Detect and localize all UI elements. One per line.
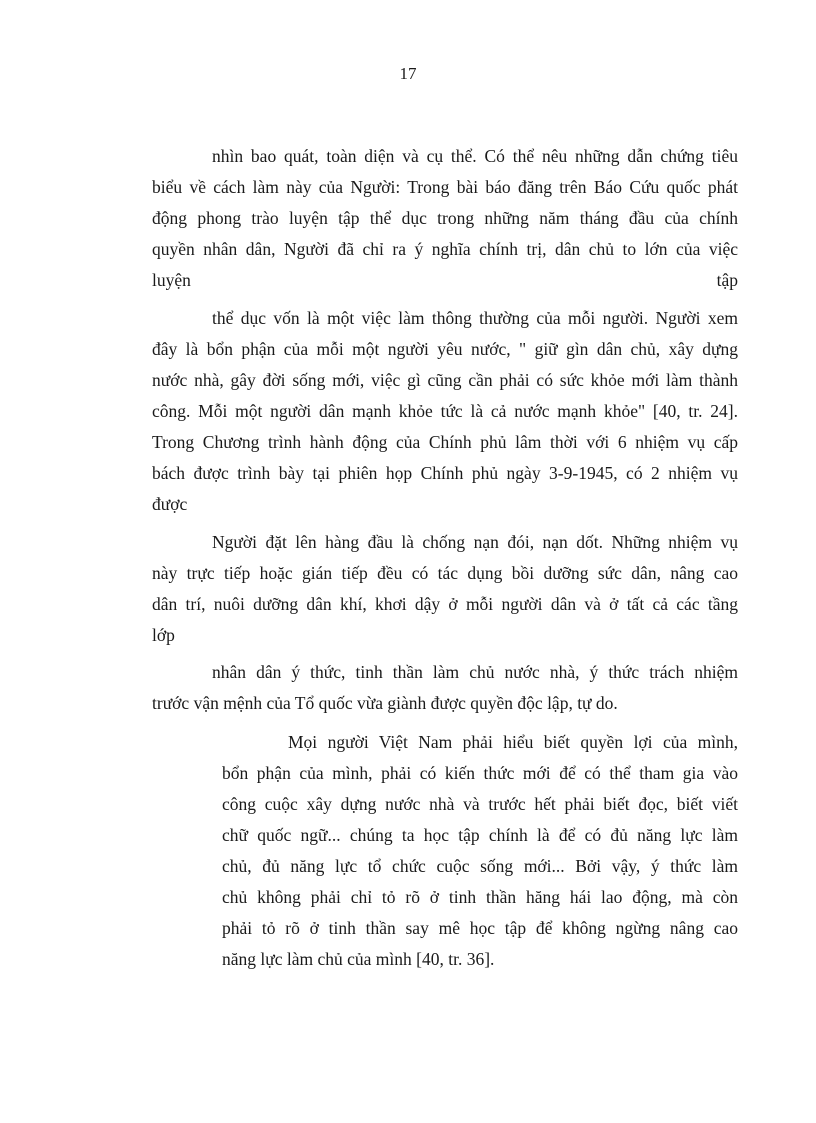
paragraph-3 [152, 527, 738, 651]
text-line: nhân dân ý thức, tinh thần làm chủ nước nhà, ý thức trách nhiệm [212, 662, 738, 682]
text-line: động phong trào luyện tập thể dục trong những năm tháng đầu của chính [152, 208, 738, 228]
text-line: đây là bổn phận của mỗi một người yêu nước, " giữ gìn dân chủ, xây dựng [152, 339, 738, 359]
quote-line: năng lực làm chủ của mình [40, tr. 36]. [222, 949, 495, 969]
paragraph-1 [152, 141, 738, 296]
text-line: nước nhà, gây đời sống mới, việc gì cũng cần phải có sức khỏe mới làm thành [152, 370, 738, 390]
paragraph-2 [152, 303, 738, 520]
text-line: nhìn bao quát, toàn diện và cụ thể. Có thể nêu những dẫn chứng tiêu [212, 146, 738, 166]
page-number: 17 [399, 64, 417, 83]
text-line: biểu về cách làm này của Người: Trong bài báo đăng trên Báo Cứu quốc phát [152, 177, 738, 197]
quote-line: chủ, đủ năng lực tổ chức cuộc sống mới... Bởi vậy, ý thức làm [222, 856, 738, 876]
text-word: luyện [152, 270, 191, 290]
text-line: quyền nhân dân, Người đã chỉ ra ý nghĩa chính trị, dân chủ to lớn của việc [152, 239, 738, 259]
text-line: thể dục vốn là một việc làm thông thường của mỗi người. Người xem [212, 308, 738, 328]
text-line: dân trí, nuôi dưỡng dân khí, khơi dậy ở mỗi người dân và ở tất cả các tầng [152, 594, 738, 614]
text-line: công. Mỗi một người dân mạnh khỏe tức là cả nước mạnh khỏe" [40, tr. 24]. [152, 401, 738, 421]
text-line: này trực tiếp hoặc gián tiếp đều có tác dụng bồi dưỡng sức dân, nâng cao [152, 563, 738, 583]
quote-line: bổn phận của mình, phải có kiến thức mới để có thể tham gia vào [222, 763, 738, 783]
text-line: lớp [152, 625, 175, 645]
quote-line: chủ không phải chỉ tỏ rõ ở tinh thần hăng hái lao động, mà còn [222, 887, 738, 907]
paragraph-4 [152, 657, 738, 719]
text-line: trước vận mệnh của Tổ quốc vừa giành được quyền độc lập, tự do. [152, 693, 618, 713]
quote-line: Mọi người Việt Nam phải hiểu biết quyền lợi của mình, [288, 732, 738, 752]
quote-line: phải tỏ rõ ở tinh thần say mê học tập để không ngừng nâng cao [222, 918, 738, 938]
quote-line: chữ quốc ngữ... chúng ta học tập chính là để có đủ năng lực làm [222, 825, 738, 845]
text-line: Người đặt lên hàng đầu là chống nạn đói, nạn dốt. Những nhiệm vụ [212, 532, 738, 552]
text-line: bách được trình bày tại phiên họp Chính phủ ngày 3-9-1945, có 2 nhiệm vụ [152, 463, 738, 483]
quote-line: công cuộc xây dựng nước nhà và trước hết phải biết đọc, biết viết [222, 794, 738, 814]
text-word: tập [716, 270, 738, 290]
text-line [152, 265, 738, 296]
text-line: Trong Chương trình hành động của Chính phủ lâm thời với 6 nhiệm vụ cấp [152, 432, 738, 452]
block-quote [222, 727, 738, 975]
text-line: được [152, 494, 188, 514]
